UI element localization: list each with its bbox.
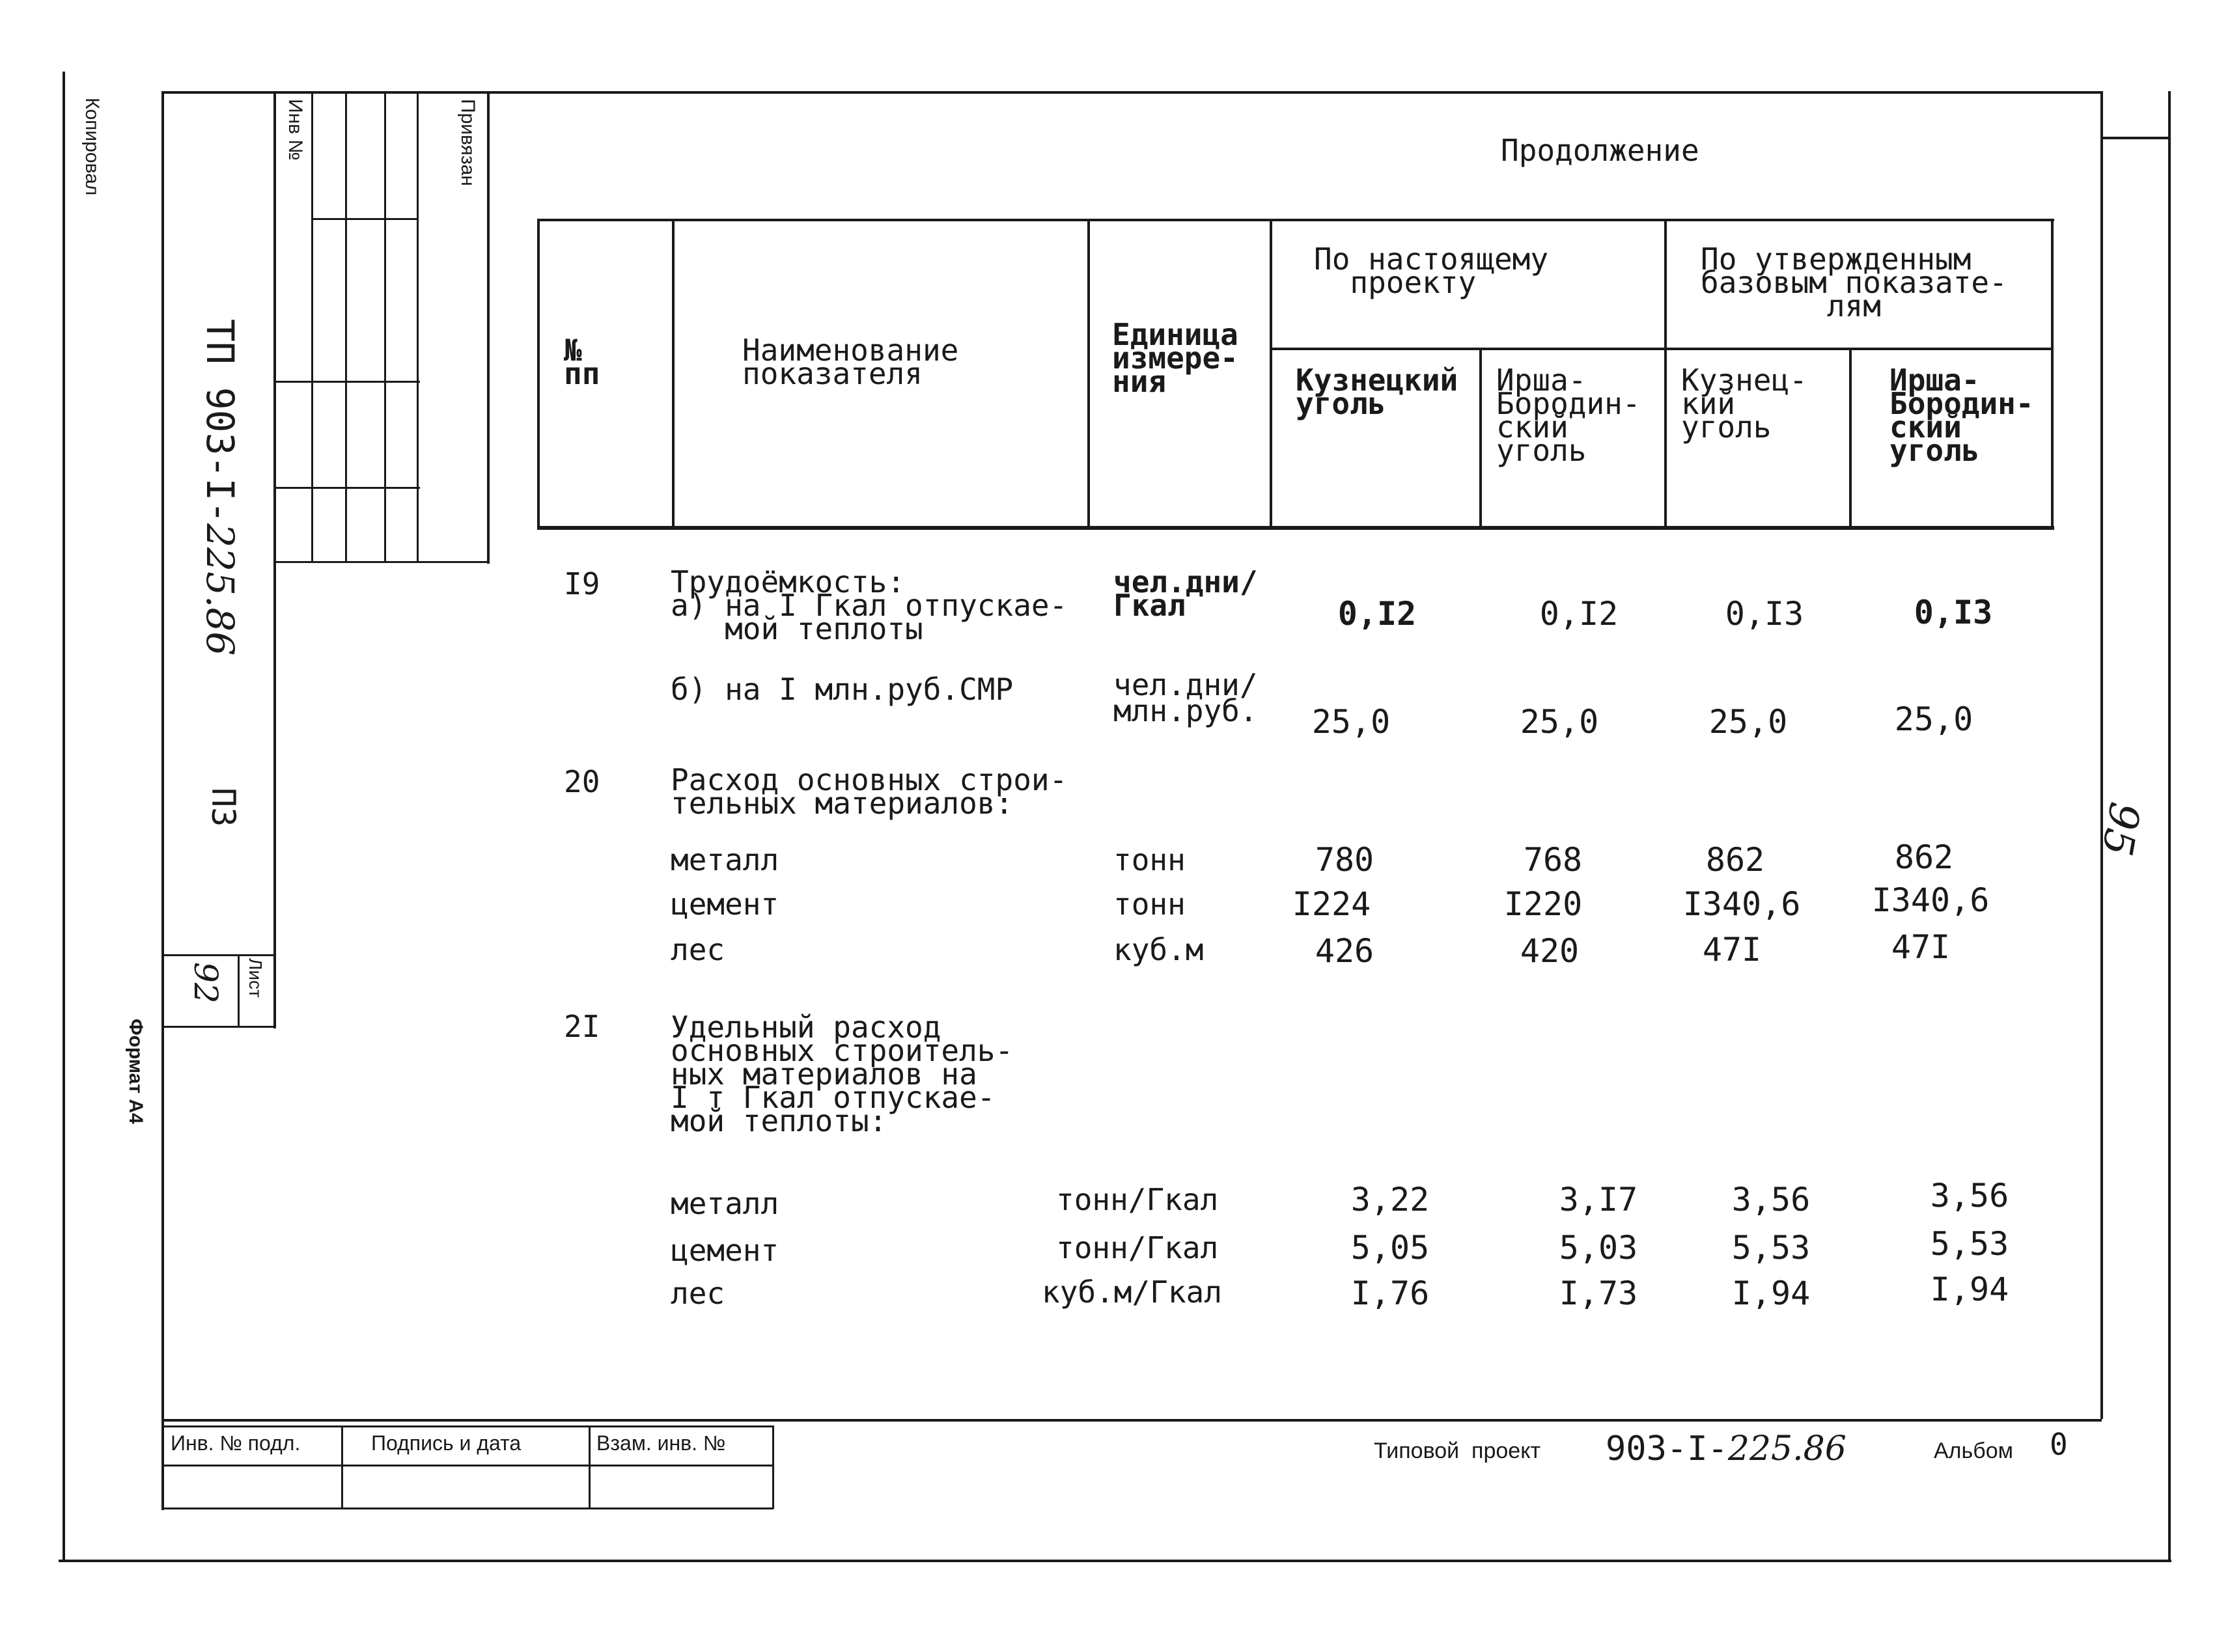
row-unit: чел.дни/ млн.руб. (1113, 667, 1258, 728)
table-col-name-left (672, 219, 675, 529)
row-value-cur-irsha: 420 (1520, 932, 1580, 970)
side-stamp-bottom-line (161, 954, 275, 956)
row-name: б) на I млн.руб.СМР (671, 672, 1014, 707)
row-num: I9 (564, 566, 600, 601)
header-group-base: По утвержденным базовым показате- лям (1701, 241, 2007, 324)
row-value-cur-kuz: I224 (1292, 885, 1371, 923)
row-value-cur-irsha: 768 (1523, 841, 1583, 879)
stamp-col2 (589, 1425, 591, 1509)
row-unit: тонн/Гкал (1056, 1182, 1219, 1217)
row-unit: тонн (1113, 842, 1186, 877)
inv-grid-bottom (273, 561, 488, 563)
row-name: лес (671, 1276, 725, 1311)
table-col-base-left (1664, 219, 1667, 529)
stamp-inv-podl: Инв. № подл. (171, 1431, 301, 1455)
row-value-base-kuz: I,94 (1731, 1274, 1811, 1312)
row-value-cur-irsha: 0,I2 (1539, 595, 1619, 633)
row-value-cur-irsha: 25,0 (1520, 703, 1599, 741)
inv-grid-col1 (311, 91, 313, 562)
row-value-base-irsha: 862 (1894, 838, 1954, 876)
row-value-cur-kuz: 0,I2 (1337, 595, 1417, 633)
row-value-cur-kuz: 25,0 (1311, 703, 1391, 741)
row-value-base-kuz: 25,0 (1708, 703, 1788, 741)
header-group-current: По настоящему проекту (1314, 241, 1549, 300)
row-value-base-irsha: I,94 (1930, 1271, 2009, 1308)
table-col-num-left (537, 219, 540, 529)
header-cur-irsha: Ирша- Бородин- ский уголь (1496, 363, 1641, 468)
side-stamp-bottom-edge (161, 1026, 275, 1028)
row-value-base-irsha: 47I (1891, 928, 1951, 966)
row-value-base-irsha: 25,0 (1894, 700, 1973, 738)
row-name: металл (671, 842, 779, 877)
table-header-bottom (537, 526, 2054, 530)
row-name: Трудоёмкость: а) на I Гкал отпускае- мой теплоты (671, 564, 1068, 646)
table-top (537, 219, 2054, 221)
frame-top-inner (161, 91, 2102, 94)
table-col-cur-left (1270, 219, 1272, 529)
row-value-cur-irsha: I220 (1503, 885, 1583, 923)
inv-grid-col2 (345, 91, 347, 562)
inv-grid-row3 (273, 487, 420, 489)
row-unit: куб.м/Гкал (1042, 1274, 1222, 1310)
side-stamp-sheet-divider (238, 954, 240, 1027)
frame-right-outer (2168, 91, 2171, 1561)
frame-left-outer (63, 72, 65, 1562)
side-section: ПЗ (204, 788, 242, 827)
row-value-base-kuz: 0,I3 (1725, 595, 1804, 633)
continuation-title: Продолжение (1501, 133, 1699, 168)
stamp-vzam: Взам. инв. № (596, 1431, 726, 1455)
row-name: лес (671, 932, 725, 967)
side-project-code (198, 319, 242, 655)
table-col-right (2051, 219, 2054, 529)
row-value-cur-kuz: 780 (1315, 841, 1374, 879)
header-num: № пп (564, 333, 600, 391)
frame-bottom-inner (161, 1419, 2102, 1422)
row-value-cur-kuz: 5,05 (1350, 1229, 1430, 1267)
sheet-number: 92 (187, 962, 225, 1004)
row-unit: чел.дни/ Гкал (1113, 564, 1258, 623)
inv-grid-col3 (384, 91, 386, 562)
row-value-base-irsha: I340,6 (1871, 881, 1990, 919)
inv-grid-right (487, 91, 490, 564)
row-value-cur-kuz: 426 (1315, 932, 1374, 970)
copied-label: Копировал (81, 98, 103, 196)
stamp-col1 (341, 1425, 343, 1509)
header-unit: Единица измере- ния (1112, 317, 1238, 399)
row-name: Расход основных строи- тельных материалов: (671, 762, 1068, 821)
row-unit: тонн (1113, 887, 1186, 922)
header-base-irsha: Ирша- Бородин- ский уголь (1889, 363, 2034, 468)
row-unit: куб.м (1113, 932, 1204, 967)
header-name: Наименование показателя (742, 333, 959, 391)
row-name: металл (671, 1186, 779, 1221)
frame-left-inner (161, 91, 164, 1510)
frame-right-tick (2102, 137, 2170, 139)
typical-project-number-print: 903-I- (1606, 1429, 1728, 1468)
side-stamp-right-edge (273, 91, 276, 1028)
privyazan-label: Привязан (457, 99, 479, 186)
inv-grid-col4 (417, 91, 419, 562)
inv-no-label: Инв № (285, 99, 306, 161)
stamp-mid (161, 1465, 774, 1466)
inv-grid-row2 (273, 381, 420, 383)
row-name: цемент (671, 1233, 779, 1268)
row-num: 2I (564, 1009, 600, 1044)
stamp-podpis: Подпись и дата (371, 1431, 522, 1455)
row-value-base-irsha: 3,56 (1930, 1177, 2009, 1215)
row-value-base-kuz: 862 (1705, 841, 1765, 879)
frame-right-inner (2100, 91, 2103, 1419)
typical-project-number (1606, 1429, 1847, 1468)
row-value-base-kuz: 5,53 (1731, 1229, 1811, 1267)
table-col-unit-left (1087, 219, 1090, 529)
album-value: 0 (2050, 1427, 2068, 1462)
side-project-code-hand: 225.86 (198, 523, 242, 656)
row-value-base-kuz: I340,6 (1682, 885, 1801, 923)
stamp-bottom (161, 1507, 774, 1509)
stamp-top (161, 1425, 774, 1427)
stamp-col3 (772, 1425, 774, 1509)
row-value-cur-irsha: I,73 (1559, 1274, 1638, 1312)
table-group-divider (1270, 348, 2054, 350)
row-value-base-kuz: 47I (1702, 931, 1762, 969)
row-value-cur-irsha: 3,I7 (1559, 1181, 1638, 1218)
row-value-cur-kuz: 3,22 (1350, 1181, 1430, 1218)
page-mark: 95 (2091, 799, 2149, 860)
album-label: Альбом (1934, 1439, 2013, 1463)
table-col-cur-mid (1479, 349, 1482, 529)
typical-project-label: Типовой проект (1374, 1439, 1541, 1463)
row-value-cur-irsha: 5,03 (1559, 1229, 1638, 1267)
sheet-label: Лист (245, 958, 266, 998)
row-value-base-irsha: 0,I3 (1914, 594, 1993, 631)
frame-bottom-outer (59, 1560, 2171, 1562)
row-value-base-kuz: 3,56 (1731, 1181, 1811, 1218)
header-cur-kuz: Кузнецкий уголь (1296, 363, 1458, 421)
row-num: 20 (564, 764, 600, 799)
table-col-base-mid (1849, 349, 1852, 529)
inv-grid-row1 (311, 218, 419, 220)
row-value-cur-kuz: I,76 (1350, 1274, 1430, 1312)
row-value-base-irsha: 5,53 (1930, 1225, 2009, 1263)
row-name: цемент (671, 887, 779, 922)
row-unit: тонн/Гкал (1056, 1230, 1219, 1265)
header-base-kuz: Кузнец- кий уголь (1681, 363, 1807, 445)
side-project-code-print: ТП 903-I- (198, 319, 242, 524)
row-name: Удельный расход основных строитель- ных материалов на I т Гкал отпускае- мой теплоты: (671, 1010, 1014, 1138)
typical-project-number-hand: 225.86 (1727, 1429, 1847, 1468)
format-label: Формат А4 (125, 1019, 146, 1124)
